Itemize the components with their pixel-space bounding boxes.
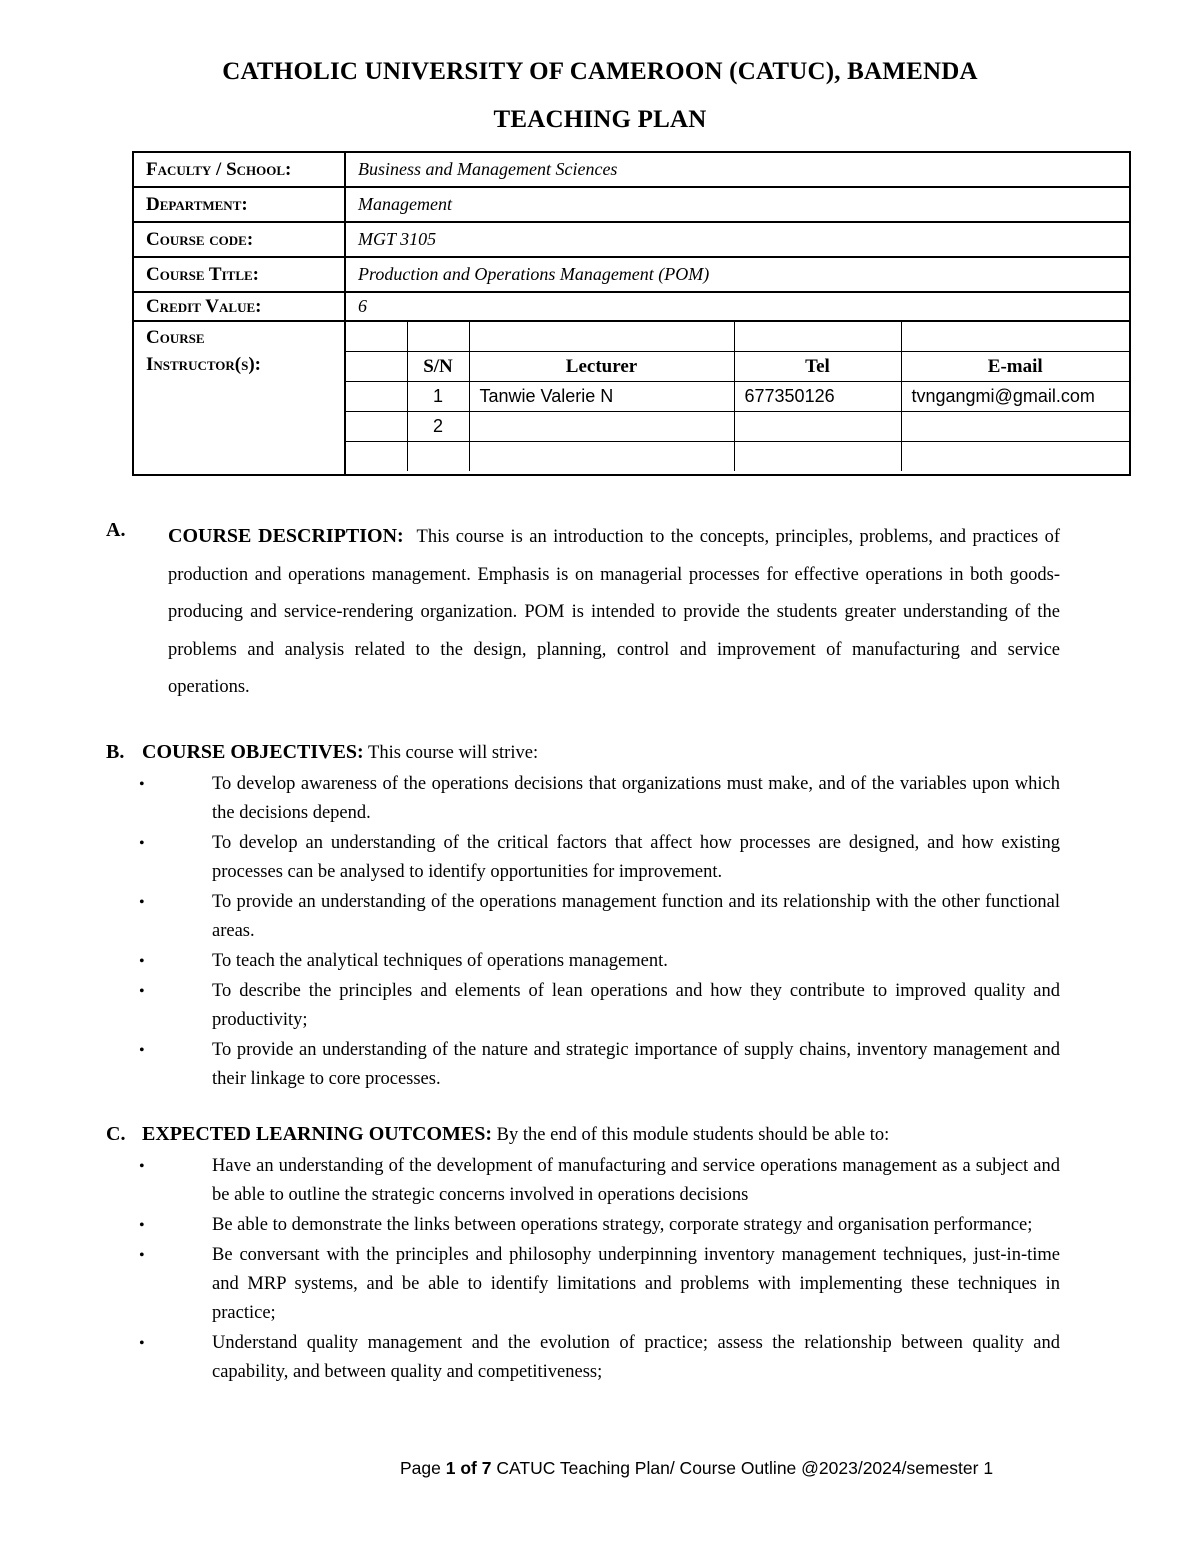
list-item <box>0 888 1060 946</box>
lecturer-header: Lecturer <box>469 352 734 382</box>
page-footer <box>400 1458 993 1479</box>
table-row <box>346 382 1129 412</box>
row-sn: 1 <box>407 382 469 412</box>
section-c-heading: EXPECTED LEARNING OUTCOMES: <box>142 1123 493 1145</box>
row-sn: 2 <box>407 412 469 442</box>
list-item-text: To describe the principles and elements of lean operations and how they contribute to improved quality and productivity; <box>212 981 1060 1030</box>
bullet-icon: • <box>139 983 145 1000</box>
row-sn <box>407 442 469 472</box>
list-item <box>0 1241 1060 1328</box>
table-row <box>346 412 1129 442</box>
bullet-icon: • <box>139 894 145 911</box>
bullet-icon: • <box>139 835 145 852</box>
course-code-label: Course code: <box>133 222 345 257</box>
section-b-letter: B. <box>106 741 125 763</box>
footer-page-number: 1 <box>445 1458 456 1478</box>
course-description-paragraph <box>168 518 1060 707</box>
list-item-text: Understand quality management and the evolution of practice; assess the relationship between quality and capability, and between quality and competitiveness; <box>212 1333 1060 1382</box>
bullet-icon: • <box>139 1335 145 1352</box>
outcomes-list <box>0 1152 1200 1388</box>
list-item <box>0 770 1060 828</box>
bullet-icon: • <box>139 776 145 793</box>
sn-header: S/N <box>407 352 469 382</box>
list-item-text: To provide an understanding of the nature and strategic importance of supply chains, inventory management and their linkage to core processes. <box>212 1040 1060 1089</box>
section-a-letter: A. <box>106 519 126 541</box>
faculty-value: Business and Management Sciences <box>345 152 1130 187</box>
instructor-table <box>346 322 1129 471</box>
list-item <box>0 1036 1060 1094</box>
list-item <box>0 977 1060 1035</box>
list-item <box>0 1329 1060 1387</box>
footer-page-total: 7 <box>481 1458 492 1478</box>
footer-page-word: Page <box>400 1458 441 1478</box>
list-item-text: Be conversant with the principles and philosophy underpinning inventory management techniques, just-in-time and MRP systems, and be able to identify limitations and problems with implementing these techniques in practice; <box>212 1245 1060 1323</box>
section-c-intro: By the end of this module students should be able to: <box>496 1125 890 1145</box>
bullet-icon: • <box>139 1158 145 1175</box>
email-header: E-mail <box>901 352 1129 382</box>
row-lecturer <box>469 442 734 472</box>
row-email <box>901 442 1129 472</box>
bullet-icon: • <box>139 1247 145 1264</box>
list-item-text: To teach the analytical techniques of operations management. <box>212 951 668 971</box>
course-info-table <box>132 151 1131 476</box>
row-email: tvngangmi@gmail.com <box>901 382 1129 412</box>
row-tel <box>734 412 901 442</box>
list-item-text: To develop awareness of the operations decisions that organizations must make, and of the variables upon which the decisions depend. <box>212 774 1060 823</box>
instructor-label-line1: Course <box>146 327 205 348</box>
footer-text: CATUC Teaching Plan/ Course Outline @2023/2024/semester 1 <box>496 1458 994 1478</box>
list-item <box>0 947 1060 976</box>
row-tel <box>734 442 901 472</box>
list-item-text: Be able to demonstrate the links between operations strategy, corporate strategy and organisation performance; <box>212 1215 1033 1235</box>
course-title-label: Course Title: <box>133 257 345 292</box>
section-a-heading: COURSE DESCRIPTION: <box>168 525 404 547</box>
section-b-intro: This course will strive: <box>368 743 539 763</box>
row-tel: 677350126 <box>734 382 901 412</box>
section-b-heading: COURSE OBJECTIVES: <box>142 741 364 763</box>
credit-value: 6 <box>345 292 1130 321</box>
list-item-text: To provide an understanding of the operations management function and its relationship with the other functional areas. <box>212 892 1060 941</box>
row-email <box>901 412 1129 442</box>
faculty-label: Faculty / School: <box>133 152 345 187</box>
instructor-table-cell <box>345 321 1130 475</box>
list-item <box>0 1152 1060 1210</box>
footer-of-word: of <box>460 1458 477 1478</box>
university-title: CATHOLIC UNIVERSITY OF CAMEROON (CATUC), BAMENDA <box>222 58 978 85</box>
course-code-value: MGT 3105 <box>345 222 1130 257</box>
list-item-text: Have an understanding of the development of manufacturing and service operations management as a subject and be able to outline the strategic concerns involved in operations decisions <box>212 1156 1060 1205</box>
row-lecturer <box>469 412 734 442</box>
list-item-text: To develop an understanding of the critical factors that affect how processes are designed, and how existing processes can be analysed to identify opportunities for improvement. <box>212 833 1060 882</box>
tel-header: Tel <box>734 352 901 382</box>
section-c-heading-line <box>142 1123 889 1146</box>
row-lecturer: Tanwie Valerie N <box>469 382 734 412</box>
section-a-text: This course is an introduction to the concepts, principles, problems, and practices of production and operations management. Emphasis is on managerial processes for effective operations in both goods-producing and service-rendering organization. POM is intended to provide the students greater understanding of the problems and analysis related to the design, planning, control and improvement of manufacturing and service operations. <box>168 527 1060 697</box>
course-title-value: Production and Operations Management (POM) <box>345 257 1130 292</box>
objectives-list <box>0 770 1200 1095</box>
department-label: Department: <box>133 187 345 222</box>
section-c-letter: C. <box>106 1123 126 1145</box>
section-b-heading-line <box>142 741 538 764</box>
bullet-icon: • <box>139 1042 145 1059</box>
list-item <box>0 1211 1060 1240</box>
bullet-icon: • <box>139 1217 145 1234</box>
document-title: TEACHING PLAN <box>493 106 707 133</box>
list-item <box>0 829 1060 887</box>
instructor-label-line2: Instructor(s): <box>146 354 261 375</box>
credit-label: Credit Value: <box>133 292 345 321</box>
instructor-label <box>133 321 345 475</box>
table-row <box>346 442 1129 472</box>
bullet-icon: • <box>139 953 145 970</box>
department-value: Management <box>345 187 1130 222</box>
